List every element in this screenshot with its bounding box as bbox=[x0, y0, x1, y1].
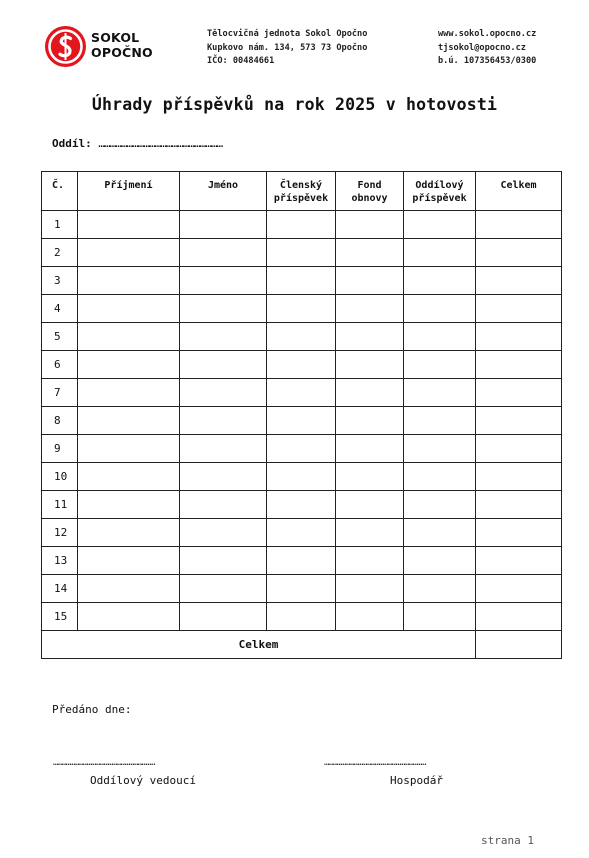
table-cell bbox=[180, 407, 267, 435]
signature-label-treasurer: Hospodář bbox=[390, 774, 443, 787]
table-cell bbox=[180, 463, 267, 491]
table-cell bbox=[78, 351, 180, 379]
table-row bbox=[42, 463, 562, 491]
table-row bbox=[42, 379, 562, 407]
table-cell bbox=[336, 379, 404, 407]
table-cell bbox=[404, 603, 476, 631]
table-row bbox=[42, 407, 562, 435]
table-cell bbox=[78, 519, 180, 547]
table-cell bbox=[476, 323, 562, 351]
table-row bbox=[42, 547, 562, 575]
table-cell bbox=[476, 547, 562, 575]
table-cell bbox=[180, 351, 267, 379]
table-cell bbox=[404, 267, 476, 295]
table-cell bbox=[78, 295, 180, 323]
table-cell bbox=[336, 491, 404, 519]
table-cell bbox=[336, 463, 404, 491]
payments-table bbox=[41, 171, 562, 659]
table-cell bbox=[404, 463, 476, 491]
org-account: b.ú. 107356453/0300 bbox=[438, 56, 537, 66]
row-number: 14 bbox=[42, 575, 78, 603]
table-cell bbox=[336, 239, 404, 267]
table-row bbox=[42, 239, 562, 267]
signature-line-left: ……………………………………………………………… bbox=[53, 758, 155, 768]
table-cell bbox=[267, 407, 336, 435]
table-cell bbox=[78, 491, 180, 519]
table-cell bbox=[476, 267, 562, 295]
row-number: 1 bbox=[42, 211, 78, 239]
table-cell bbox=[404, 211, 476, 239]
table-cell bbox=[267, 435, 336, 463]
org-ico: IČO: 00484661 bbox=[207, 56, 275, 66]
org-contact-block bbox=[438, 28, 536, 69]
oddil-fill-line: ………………………………………………………… bbox=[98, 137, 223, 150]
table-cell bbox=[404, 351, 476, 379]
sokol-emblem-icon bbox=[45, 26, 86, 67]
oddil-label: Oddíl: bbox=[52, 137, 92, 150]
table-row bbox=[42, 351, 562, 379]
table-cell bbox=[180, 267, 267, 295]
row-number: 15 bbox=[42, 603, 78, 631]
row-number: 12 bbox=[42, 519, 78, 547]
table-cell bbox=[78, 239, 180, 267]
header-cell: Č. bbox=[42, 172, 78, 211]
table-cell bbox=[476, 379, 562, 407]
table-cell bbox=[78, 547, 180, 575]
document-title: Úhrady příspěvků na rok 2025 v hotovosti bbox=[91, 95, 498, 114]
signature-line-right: ……………………………………………………………… bbox=[324, 758, 426, 768]
header-cell: Celkem bbox=[476, 172, 562, 211]
handed-date-label: Předáno dne: bbox=[52, 703, 132, 716]
table-cell bbox=[78, 267, 180, 295]
row-number: 13 bbox=[42, 547, 78, 575]
row-number: 8 bbox=[42, 407, 78, 435]
table-row bbox=[42, 435, 562, 463]
table-cell bbox=[336, 407, 404, 435]
header-cell: Fond obnovy bbox=[336, 172, 404, 211]
table-row bbox=[42, 603, 562, 631]
total-label: Celkem bbox=[42, 631, 476, 659]
row-number: 5 bbox=[42, 323, 78, 351]
table-cell bbox=[336, 211, 404, 239]
table-cell bbox=[78, 435, 180, 463]
table-cell bbox=[404, 407, 476, 435]
table-cell bbox=[78, 463, 180, 491]
table-cell bbox=[476, 435, 562, 463]
table-cell bbox=[404, 491, 476, 519]
logo-word-opocno: OPOČNO bbox=[91, 45, 153, 60]
row-number: 10 bbox=[42, 463, 78, 491]
table-cell bbox=[267, 463, 336, 491]
org-address: Kupkovo nám. 134, 573 73 Opočno bbox=[207, 42, 368, 53]
page-number: strana 1 bbox=[481, 834, 534, 847]
table-row bbox=[42, 211, 562, 239]
table-cell bbox=[180, 519, 267, 547]
table-cell bbox=[267, 491, 336, 519]
table-cell bbox=[267, 323, 336, 351]
header-cell: Oddílový příspěvek bbox=[404, 172, 476, 211]
table-cell bbox=[180, 575, 267, 603]
header-cell: Jméno bbox=[180, 172, 267, 211]
table-cell bbox=[476, 463, 562, 491]
table-cell bbox=[180, 379, 267, 407]
table-header-row bbox=[42, 172, 562, 211]
table-cell bbox=[404, 547, 476, 575]
table-cell bbox=[404, 323, 476, 351]
table-cell bbox=[404, 379, 476, 407]
table-cell bbox=[476, 351, 562, 379]
table-cell bbox=[180, 491, 267, 519]
table-cell bbox=[267, 267, 336, 295]
table-cell bbox=[267, 239, 336, 267]
table-cell bbox=[78, 379, 180, 407]
table-cell bbox=[78, 603, 180, 631]
row-number: 9 bbox=[42, 435, 78, 463]
table-cell bbox=[180, 239, 267, 267]
table-row bbox=[42, 491, 562, 519]
table-cell bbox=[267, 547, 336, 575]
table-cell bbox=[404, 295, 476, 323]
org-address-block bbox=[207, 28, 367, 69]
row-number: 7 bbox=[42, 379, 78, 407]
table-cell bbox=[267, 603, 336, 631]
table-cell bbox=[476, 239, 562, 267]
table-cell bbox=[336, 351, 404, 379]
oddil-field bbox=[52, 137, 222, 150]
table-cell bbox=[476, 407, 562, 435]
row-number: 6 bbox=[42, 351, 78, 379]
header-cell: Příjmení bbox=[78, 172, 180, 211]
table-cell bbox=[78, 323, 180, 351]
table-total-row bbox=[42, 631, 562, 659]
logo-word-sokol: SOKOL bbox=[91, 30, 140, 45]
table-cell bbox=[78, 211, 180, 239]
table-cell bbox=[78, 575, 180, 603]
row-number: 3 bbox=[42, 267, 78, 295]
table-cell bbox=[476, 603, 562, 631]
table-cell bbox=[267, 351, 336, 379]
table-cell bbox=[267, 211, 336, 239]
table-cell bbox=[404, 519, 476, 547]
table-cell bbox=[476, 519, 562, 547]
table-row bbox=[42, 575, 562, 603]
table-cell bbox=[404, 435, 476, 463]
table-cell bbox=[336, 603, 404, 631]
table-cell bbox=[180, 323, 267, 351]
table-cell bbox=[476, 295, 562, 323]
org-web: www.sokol.opocno.cz bbox=[438, 29, 537, 39]
logo-wordmark bbox=[91, 30, 153, 60]
table-cell bbox=[336, 295, 404, 323]
table-cell bbox=[267, 295, 336, 323]
table-cell bbox=[180, 295, 267, 323]
table-cell bbox=[180, 603, 267, 631]
table-cell bbox=[267, 379, 336, 407]
table-cell bbox=[180, 435, 267, 463]
table-cell bbox=[180, 547, 267, 575]
table-row bbox=[42, 295, 562, 323]
table-row bbox=[42, 323, 562, 351]
row-number: 2 bbox=[42, 239, 78, 267]
table-cell bbox=[476, 211, 562, 239]
table-cell bbox=[476, 491, 562, 519]
row-number: 4 bbox=[42, 295, 78, 323]
table-cell bbox=[267, 519, 336, 547]
row-number: 11 bbox=[42, 491, 78, 519]
table-cell bbox=[404, 239, 476, 267]
table-cell bbox=[336, 267, 404, 295]
table-cell bbox=[404, 575, 476, 603]
header-cell: Členský příspěvek bbox=[267, 172, 336, 211]
table-row bbox=[42, 519, 562, 547]
table-cell bbox=[336, 323, 404, 351]
table-cell bbox=[336, 547, 404, 575]
table-cell bbox=[336, 519, 404, 547]
table-cell bbox=[336, 575, 404, 603]
total-value-cell bbox=[476, 631, 562, 659]
table-cell bbox=[78, 407, 180, 435]
signature-label-leader: Oddílový vedoucí bbox=[90, 774, 196, 787]
table-cell bbox=[180, 211, 267, 239]
org-name: Tělocvičná jednota Sokol Opočno bbox=[207, 29, 368, 39]
table-row bbox=[42, 267, 562, 295]
table-cell bbox=[336, 435, 404, 463]
sokol-logo bbox=[45, 26, 153, 70]
table-cell bbox=[476, 575, 562, 603]
org-email: tjsokol@opocno.cz bbox=[438, 42, 526, 53]
table-cell bbox=[267, 575, 336, 603]
